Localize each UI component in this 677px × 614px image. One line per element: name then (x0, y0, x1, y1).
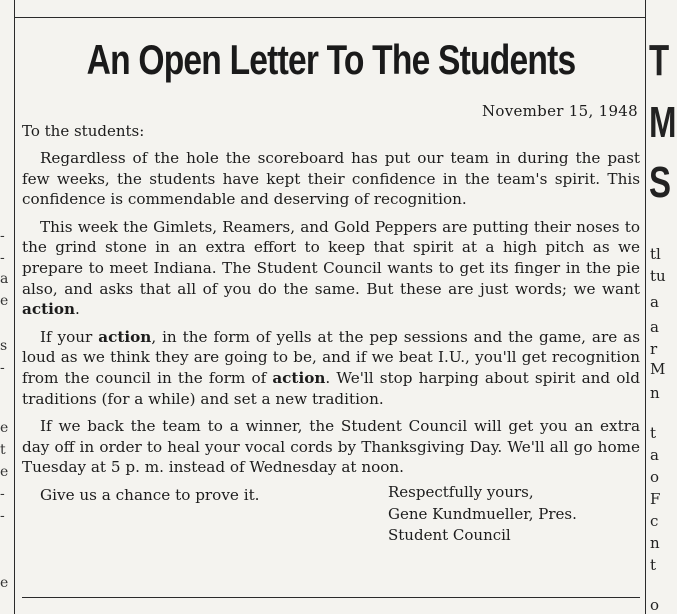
paragraph-text: Regardless of the hole the scoreboard has put our team in during the past few weeks, the students have kept their confidence in the team's spirit. This confidence is commendable and deserving of recognition. (22, 149, 640, 209)
paragraph (22, 327, 640, 409)
left-fragment: - (0, 360, 5, 376)
adjacent-right-column (648, 0, 677, 614)
paragraph (22, 217, 640, 320)
paragraph (22, 148, 640, 210)
left-fragment: - (0, 250, 5, 266)
right-fragment: a (650, 446, 659, 464)
left-fragment: e (0, 420, 9, 436)
right-fragment: tu (650, 267, 666, 285)
top-rule (14, 17, 645, 18)
left-fragment: s (0, 338, 8, 354)
paragraph-text: If we back the team to a winner, the Student Council will get you an extra day off in order to heal your vocal cords by Thanksgiving Day. We'll all go home Tuesday at 5 p. m. instead of Wednesday at noon. (22, 417, 640, 477)
closing: Respectfully yours, (388, 483, 534, 501)
right-fragment: n (650, 534, 660, 552)
right-fragment: tl (650, 245, 661, 263)
right-fragment: a (650, 293, 659, 311)
paragraph-text: Give us a chance to prove it. (40, 485, 260, 504)
paragraph (22, 416, 640, 478)
left-column-rule (14, 0, 15, 614)
signer-name: Gene Kundmueller, Pres. (388, 504, 577, 523)
left-fragment: t (0, 442, 6, 458)
right-fragment: o (650, 468, 660, 486)
left-fragment: e (0, 464, 9, 480)
right-fragment: F (650, 490, 661, 508)
right-fragment: t (650, 424, 657, 442)
emphasis-action: action (272, 368, 326, 387)
left-fragment: e (0, 575, 9, 591)
right-fragment: t (650, 556, 657, 574)
letter-date: November 15, 1948 (481, 102, 638, 120)
letter-body (22, 148, 640, 513)
right-fragment: r (650, 340, 658, 358)
paragraph-text: If your (40, 327, 99, 346)
emphasis-action: action (22, 300, 76, 319)
salutation: To the students: (22, 122, 145, 140)
right-fragment: o (650, 596, 660, 614)
paragraph-text: , in the form of yells at the pep sessions and the game, are as loud as we think they are going to be, and if we beat I.U., you'll get recognition from the council in the form of (22, 327, 640, 387)
signer-organization: Student Council (388, 526, 511, 544)
right-headline-fragment: S (649, 158, 672, 207)
paragraph-text: This week the Gimlets, Reamers, and Gold Peppers are putting their noses to the grind stone in an extra effort to keep that spirit at a high pitch as we prepare to meet Indiana. The Student Council wants to get its finger in the pie also, and asks that all of you do the same. But these are just words; we want (22, 217, 640, 298)
right-headline-fragment: M (649, 98, 677, 147)
right-headline-fragment: T (649, 36, 670, 85)
left-fragment: - (0, 508, 5, 524)
emphasis-action: action (98, 327, 152, 346)
right-fragment: n (650, 384, 660, 402)
right-fragment: M (650, 360, 666, 378)
right-fragment: c (650, 512, 659, 530)
left-fragment: e (0, 293, 9, 309)
right-fragment: a (650, 318, 659, 336)
adjacent-left-column (0, 0, 13, 614)
left-fragment: a (0, 271, 9, 287)
paragraph-text: . We'll stop harping about spirit and old traditions (for a while) and set a new tradition. (22, 368, 640, 408)
bottom-rule (22, 597, 640, 598)
paragraph-text: . (75, 300, 80, 319)
headline: An Open Letter To The Students (86, 36, 576, 83)
left-fragment: - (0, 228, 5, 244)
left-fragment: - (0, 486, 5, 502)
right-column-rule (645, 0, 646, 614)
signature-block (388, 482, 577, 547)
